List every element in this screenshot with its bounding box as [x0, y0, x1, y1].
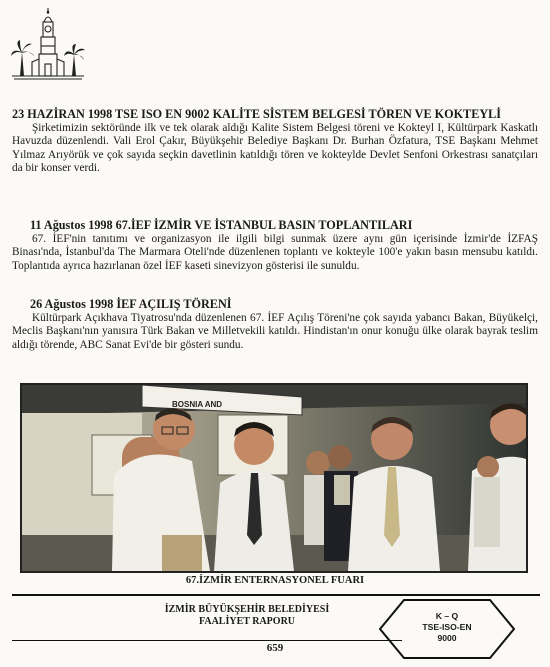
izmir-clock-tower-icon: [10, 4, 86, 82]
section-basin-toplantilari: [12, 218, 538, 273]
photo-caption: 67.İZMİR ENTERNASYONEL FUARI: [185, 575, 365, 586]
badge-line: 9000: [437, 633, 457, 643]
footer-org: [122, 604, 372, 628]
section-acilis-toreni: [12, 297, 538, 352]
fair-photo-illustration: [22, 385, 526, 571]
badge-line: K – Q: [435, 611, 459, 621]
footer-rule-lower: [12, 640, 402, 641]
badge-line: TSE-ISO-EN: [422, 622, 472, 632]
section-heading: 26 Ağustos 1998 İEF AÇILIŞ TÖRENİ: [30, 297, 232, 311]
section-body: Şirketimizin sektöründe ilk ve tek olarak aldığı Kalite Sistem Belgesi töreni ve Kokteyl I, Kültürpark Kaskatlı Havuzda düzenlendi. Vali Erol Çakır, Büyükşehir Belediye Başkanı Dr. Burhan Özfatura, TSE Başkanı Mehmet Yılmaz Arıyörük ve çok sayıda seçkin davetlinin katıldığı tören ve kokteylde Devlet Senfoni Orkestrası sanatçıları da bir konser verdi.: [12, 122, 538, 175]
footer-rule: [12, 594, 540, 596]
booth-sign: BOSNIA AND: [172, 400, 223, 409]
section-kalite-belgesi: [12, 107, 538, 176]
page-number: 659: [266, 642, 284, 654]
section-body: Kültürpark Açıkhava Tiyatrosu'nda düzenlenen 67. İEF Açılış Töreni'ne çok sayıda yabancı Bakan, Büyükelçi, Meclis Başkanı'nın yanısıra Türk Bakan ve Milletvekili katıldı. Hindistan'ın onur konuğu ülke olarak bayrak teslim aldığı törende, ABC Sanat Evi'de bir gösteri sundu.: [12, 312, 538, 351]
org-name: İZMİR BÜYÜKŞEHİR BELEDİYESİ: [164, 604, 330, 615]
section-heading: 23 HAZİRAN 1998 TSE ISO EN 9002 KALİTE SİSTEM BELGESİ TÖREN VE KOKTEYLİ: [12, 107, 501, 121]
section-heading: 11 Ağustos 1998 67.İEF İZMİR VE İSTANBUL BASIN TOPLANTILARI: [30, 218, 413, 232]
section-body: 67. İEF'nin tanıtımı ve organizasyon ile ilgili bilgi sunmak üzere aynı gün içerisinde İzmir'de İZFAŞ Binası'nda, İstanbul'da The Marmara Oteli'nde düzenlenen toplantı ve kokteyle 100'e yakın basın mensubu katıldı. Toplantıda ayrıca hazırlanan özel İEF kaseti sinevizyon gösterisi ile sunuldu.: [12, 233, 538, 272]
report-name: FAALİYET RAPORU: [198, 616, 296, 627]
fair-photo: [20, 383, 528, 573]
quality-badge-text: [378, 611, 516, 644]
